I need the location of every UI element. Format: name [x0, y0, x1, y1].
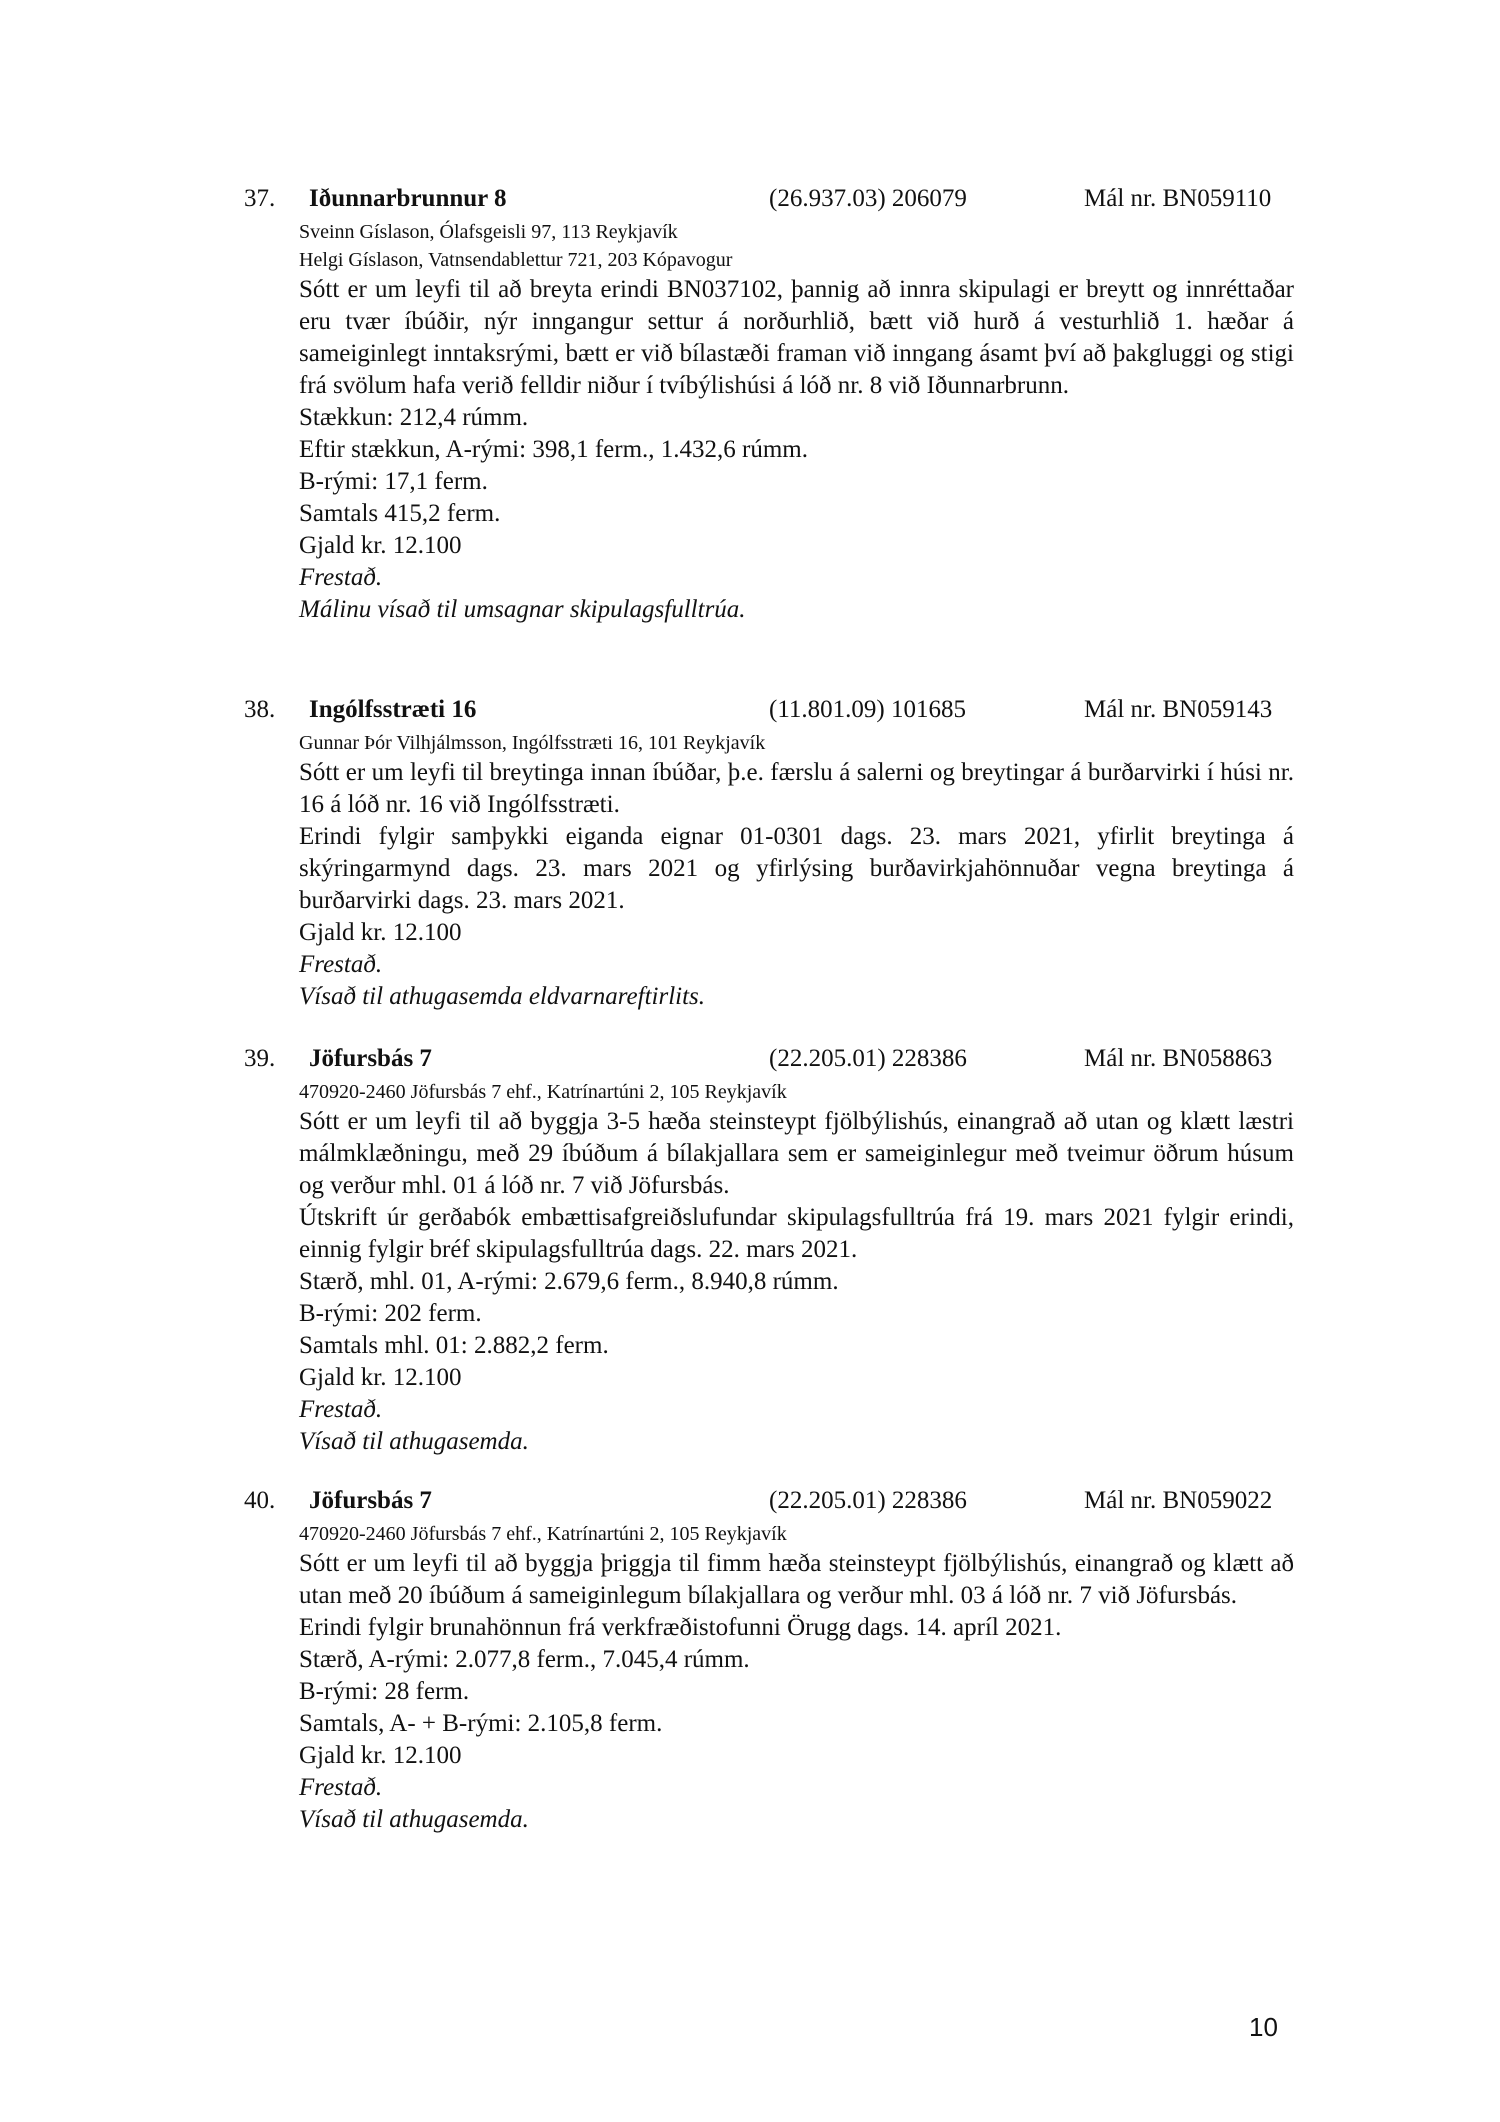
attachments: Erindi fylgir brunahönnun frá verkfræðistofunni Örugg dags. 14. apríl 2021.	[299, 1614, 1062, 1641]
detail-line: Eftir stækkun, A-rými: 398,1 ferm., 1.432,6 rúmm.	[299, 436, 808, 463]
decision: Frestað.	[299, 951, 383, 978]
case-header	[244, 182, 1294, 218]
case-address: Iðunnarbrunnur 8	[309, 185, 507, 212]
description: Sótt er um leyfi til að byggja 3-5 hæða steinsteypt fjölbýlishús, einangrað að utan og klætt læstri málmklæðningu, með 29 íbúðum á bílakjallara sem er sameiginlegur með tveimur öðrum húsum og verður mhl. 01 á lóð nr. 7 við Jöfursbás.	[299, 1108, 1294, 1199]
case-body	[299, 1520, 1294, 1836]
decision: Frestað.	[299, 1396, 383, 1423]
case-address: Ingólfsstræti 16	[309, 696, 477, 723]
case-reference: (26.937.03) 206079	[769, 185, 967, 212]
decision: Frestað.	[299, 1774, 383, 1801]
case-id: Mál nr. BN059143	[1084, 696, 1273, 723]
case-address: Jöfursbás 7	[309, 1045, 432, 1072]
case-header	[244, 693, 1294, 729]
detail-line: Samtals, A- + B-rými: 2.105,8 ferm.	[299, 1710, 663, 1737]
case-number: 37.	[244, 185, 276, 212]
case-body	[299, 218, 1294, 626]
case-body	[299, 1078, 1294, 1458]
case-37	[244, 182, 1294, 626]
case-id: Mál nr. BN059022	[1084, 1487, 1273, 1514]
applicant: Sveinn Gíslason, Ólafsgeisli 97, 113 Reykjavík	[299, 221, 678, 243]
detail-line: Stærð, mhl. 01, A-rými: 2.679,6 ferm., 8.940,8 rúmm.	[299, 1268, 839, 1295]
case-number: 40.	[244, 1487, 276, 1514]
fee-line: Gjald kr. 12.100	[299, 919, 462, 946]
case-body	[299, 729, 1294, 1013]
applicant: 470920-2460 Jöfursbás 7 ehf., Katrínartúni 2, 105 Reykjavík	[299, 1081, 787, 1103]
case-header	[244, 1042, 1294, 1078]
attachments: Erindi fylgir samþykki eiganda eignar 01-0301 dags. 23. mars 2021, yfirlit breytinga á skýringarmynd dags. 23. mars 2021 og yfirlýsing burðavirkjahönnuðar vegna breytinga á burðarvirki dags. 23. mars 2021.	[299, 823, 1294, 914]
case-number: 38.	[244, 696, 276, 723]
detail-line: Stærð, A-rými: 2.077,8 ferm., 7.045,4 rúmm.	[299, 1646, 750, 1673]
case-reference: (11.801.09) 101685	[769, 696, 966, 723]
decision: Frestað.	[299, 564, 383, 591]
case-38	[244, 693, 1294, 1013]
detail-line: B-rými: 28 ferm.	[299, 1678, 470, 1705]
description: Sótt er um leyfi til að byggja þriggja til fimm hæða steinsteypt fjölbýlishús, einangrað og klætt að utan með 20 íbúðum á sameiginlegum bílakjallara og verður mhl. 03 á lóð nr. 7 við Jöfursbás.	[299, 1550, 1294, 1609]
case-39	[244, 1042, 1294, 1458]
applicant: 470920-2460 Jöfursbás 7 ehf., Katrínartúni 2, 105 Reykjavík	[299, 1523, 787, 1545]
attachments: Útskrift úr gerðabók embættisafgreiðslufundar skipulagsfulltrúa frá 19. mars 2021 fylgir erindi, einnig fylgir bréf skipulagsfulltrúa dags. 22. mars 2021.	[299, 1204, 1294, 1263]
decision-note: Vísað til athugasemda eldvarnareftirlits.	[299, 983, 706, 1010]
description: Sótt er um leyfi til breytinga innan íbúðar, þ.e. færslu á salerni og breytingar á burðarvirki í húsi nr. 16 á lóð nr. 16 við Ingólfsstræti.	[299, 759, 1294, 818]
detail-line: B-rými: 17,1 ferm.	[299, 468, 488, 495]
fee-line: Gjald kr. 12.100	[299, 1742, 462, 1769]
detail-line: B-rými: 202 ferm.	[299, 1300, 482, 1327]
applicant: Helgi Gíslason, Vatnsendablettur 721, 203 Kópavogur	[299, 249, 733, 271]
detail-line: Samtals mhl. 01: 2.882,2 ferm.	[299, 1332, 609, 1359]
case-address: Jöfursbás 7	[309, 1487, 432, 1514]
decision-note: Vísað til athugasemda.	[299, 1806, 529, 1833]
case-40	[244, 1484, 1294, 1836]
fee-line: Gjald kr. 12.100	[299, 532, 462, 559]
detail-line: Stækkun: 212,4 rúmm.	[299, 404, 529, 431]
case-reference: (22.205.01) 228386	[769, 1487, 967, 1514]
detail-line: Samtals 415,2 ferm.	[299, 500, 501, 527]
description: Sótt er um leyfi til að breyta erindi BN037102, þannig að innra skipulagi er breytt og innréttaðar eru tvær íbúðir, nýr inngangur settur á norðurhlið, bætt við hurð á vesturhlið 1. hæðar á sameiginlegt inntaksrými, bætt er við bílastæði framan við inngang ásamt því að þakgluggi og stigi frá svölum hafa verið felldir niður í tvíbýlishúsi á lóð nr. 8 við Iðunnarbrunn.	[299, 276, 1294, 399]
case-number: 39.	[244, 1045, 276, 1072]
case-header	[244, 1484, 1294, 1520]
fee-line: Gjald kr. 12.100	[299, 1364, 462, 1391]
applicant: Gunnar Þór Vilhjálmsson, Ingólfsstræti 16, 101 Reykjavík	[299, 732, 766, 754]
case-reference: (22.205.01) 228386	[769, 1045, 967, 1072]
decision-note: Málinu vísað til umsagnar skipulagsfulltrúa.	[299, 596, 746, 623]
page-number: 10	[1249, 2012, 1278, 2042]
decision-note: Vísað til athugasemda.	[299, 1428, 529, 1455]
case-id: Mál nr. BN059110	[1084, 185, 1272, 212]
case-id: Mál nr. BN058863	[1084, 1045, 1273, 1072]
